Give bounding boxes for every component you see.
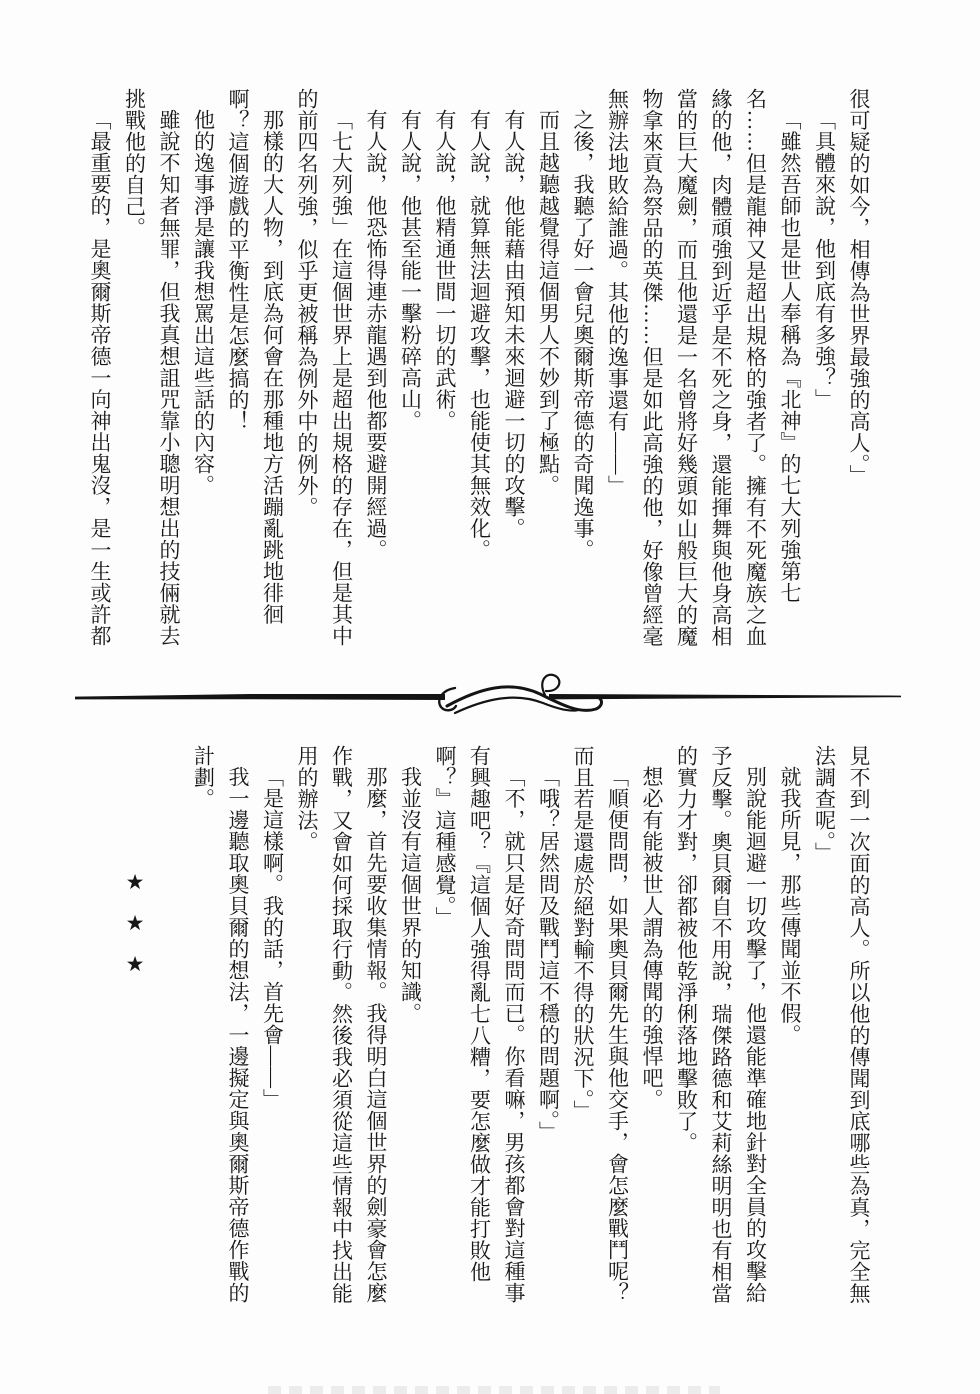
paragraph: 那樣的大人物，到底為何會在那種地方活蹦亂跳地徘徊啊？這個遊戲的平衡性是怎麼搞的！ [226, 88, 285, 625]
dialogue-paragraph: 「具體來說，他到底有多強？」 [812, 109, 837, 410]
paragraph: 有人說，他能藉由預知未來迴避一切的攻擊。 [502, 109, 526, 539]
paragraph: 就我所見，那些傳聞並不假。 [778, 766, 802, 1046]
paragraph: 有人說，他恐怖得連赤龍遇到他都要避開經過。 [364, 109, 388, 561]
paragraph-continuation: 見不到一次面的高人。所以他的傳聞到底哪些為真，完全無法調查呢。」 [812, 745, 871, 1304]
divider-flourish [439, 675, 601, 713]
dialogue-paragraph: 「不，就只是好奇問問而已。你看嘛，男孩都會對這種事有興趣吧？『這個人強得亂七八糟，要怎麼做才能打敗他啊？』這種感覺。」 [433, 745, 526, 1304]
illegible-footer-text [268, 1386, 720, 1394]
paragraph: 我並沒有這個世界的知識。 [398, 766, 423, 1024]
section-divider [0, 648, 980, 748]
paragraph: 我一邊聽取奧貝爾的想法，一邊擬定與奧爾斯帝德作戰的計劃。 [191, 745, 250, 1304]
paragraph: 「七大列強」在這個世界上是超出規格的存在，但是其中的前四名列強，似乎更被稱為例外中的例外。 [295, 88, 354, 647]
paragraph: 有人說，就算無法迴避攻擊，也能使其無效化。 [467, 109, 492, 561]
dialogue-paragraph: 「是這樣啊。我的話，首先會——」 [260, 766, 285, 1110]
divider-left-line [75, 694, 445, 700]
divider-ornament-svg [0, 648, 980, 748]
top-text-block [83, 88, 877, 658]
scene-break-stars: ★★★ [123, 870, 147, 993]
paragraph: 之後，我聽了好一會兒奧爾斯帝德的奇聞逸事。 [571, 109, 595, 561]
dialogue-paragraph: 「順便問問，如果奧貝爾先生與他交手，會怎麼戰鬥呢？而且若是還處於絕對輸不得的狀況下。」 [571, 745, 630, 1304]
paragraph: 雖說不知者無罪，但我真想詛咒靠小聰明想出的技倆就去挑戰他的自己。 [122, 88, 181, 647]
paragraph: 別說能迴避一切攻擊了，他還能準確地針對全員的攻擊給予反擊。奧貝爾自不用說，瑞傑路德和艾莉絲明明也有相當的實力才對，卻都被他乾淨俐落地擊敗了。 [674, 745, 768, 1304]
paragraph: 有人說，他甚至能一擊粉碎高山。 [398, 109, 423, 432]
dialogue-paragraph: 「哦？居然問及戰鬥這不穩的問題啊。」 [536, 766, 561, 1143]
paragraph: 那麼，首先要收集情報。我得明白這個世界的劍豪會怎麼作戰，又會如何採取行動。然後我必須從這些情報中找出能用的辦法。 [295, 745, 388, 1304]
paragraph: 有人說，他精通世間一切的武術。 [433, 109, 457, 432]
paragraph: 想必有能被世人謂為傳聞的強悍吧。 [640, 766, 664, 1110]
paragraph: 而且越聽越覺得這個男人不妙到了極點。 [536, 109, 561, 496]
paragraph-continuation: 很可疑的如今，相傳為世界最強的高人。」 [847, 88, 871, 486]
bottom-text-block [118, 745, 877, 1313]
paragraph: 他的逸事淨是讓我想罵出這些話的內容。 [191, 109, 216, 496]
dialogue-paragraph: 「最重要的，是奧爾斯帝德一向神出鬼沒，是一生或許都 [88, 109, 112, 647]
dialogue-paragraph: 「雖然吾師也是世人奉稱為『北神』的七大列強第七名……但是龍神又是超出規格的強者了。擁有不死魔族之血緣的他，肉體頑強到近乎是不死之身，還能揮舞與他身高相當的巨大魔劍，而且他還是一名曾將好幾頭如山般巨大的魔物拿來貢為祭品的英傑……但是如此高強的他，好像曾經毫無辦法地敗給誰過。其他的逸事還有——」 [605, 88, 802, 647]
